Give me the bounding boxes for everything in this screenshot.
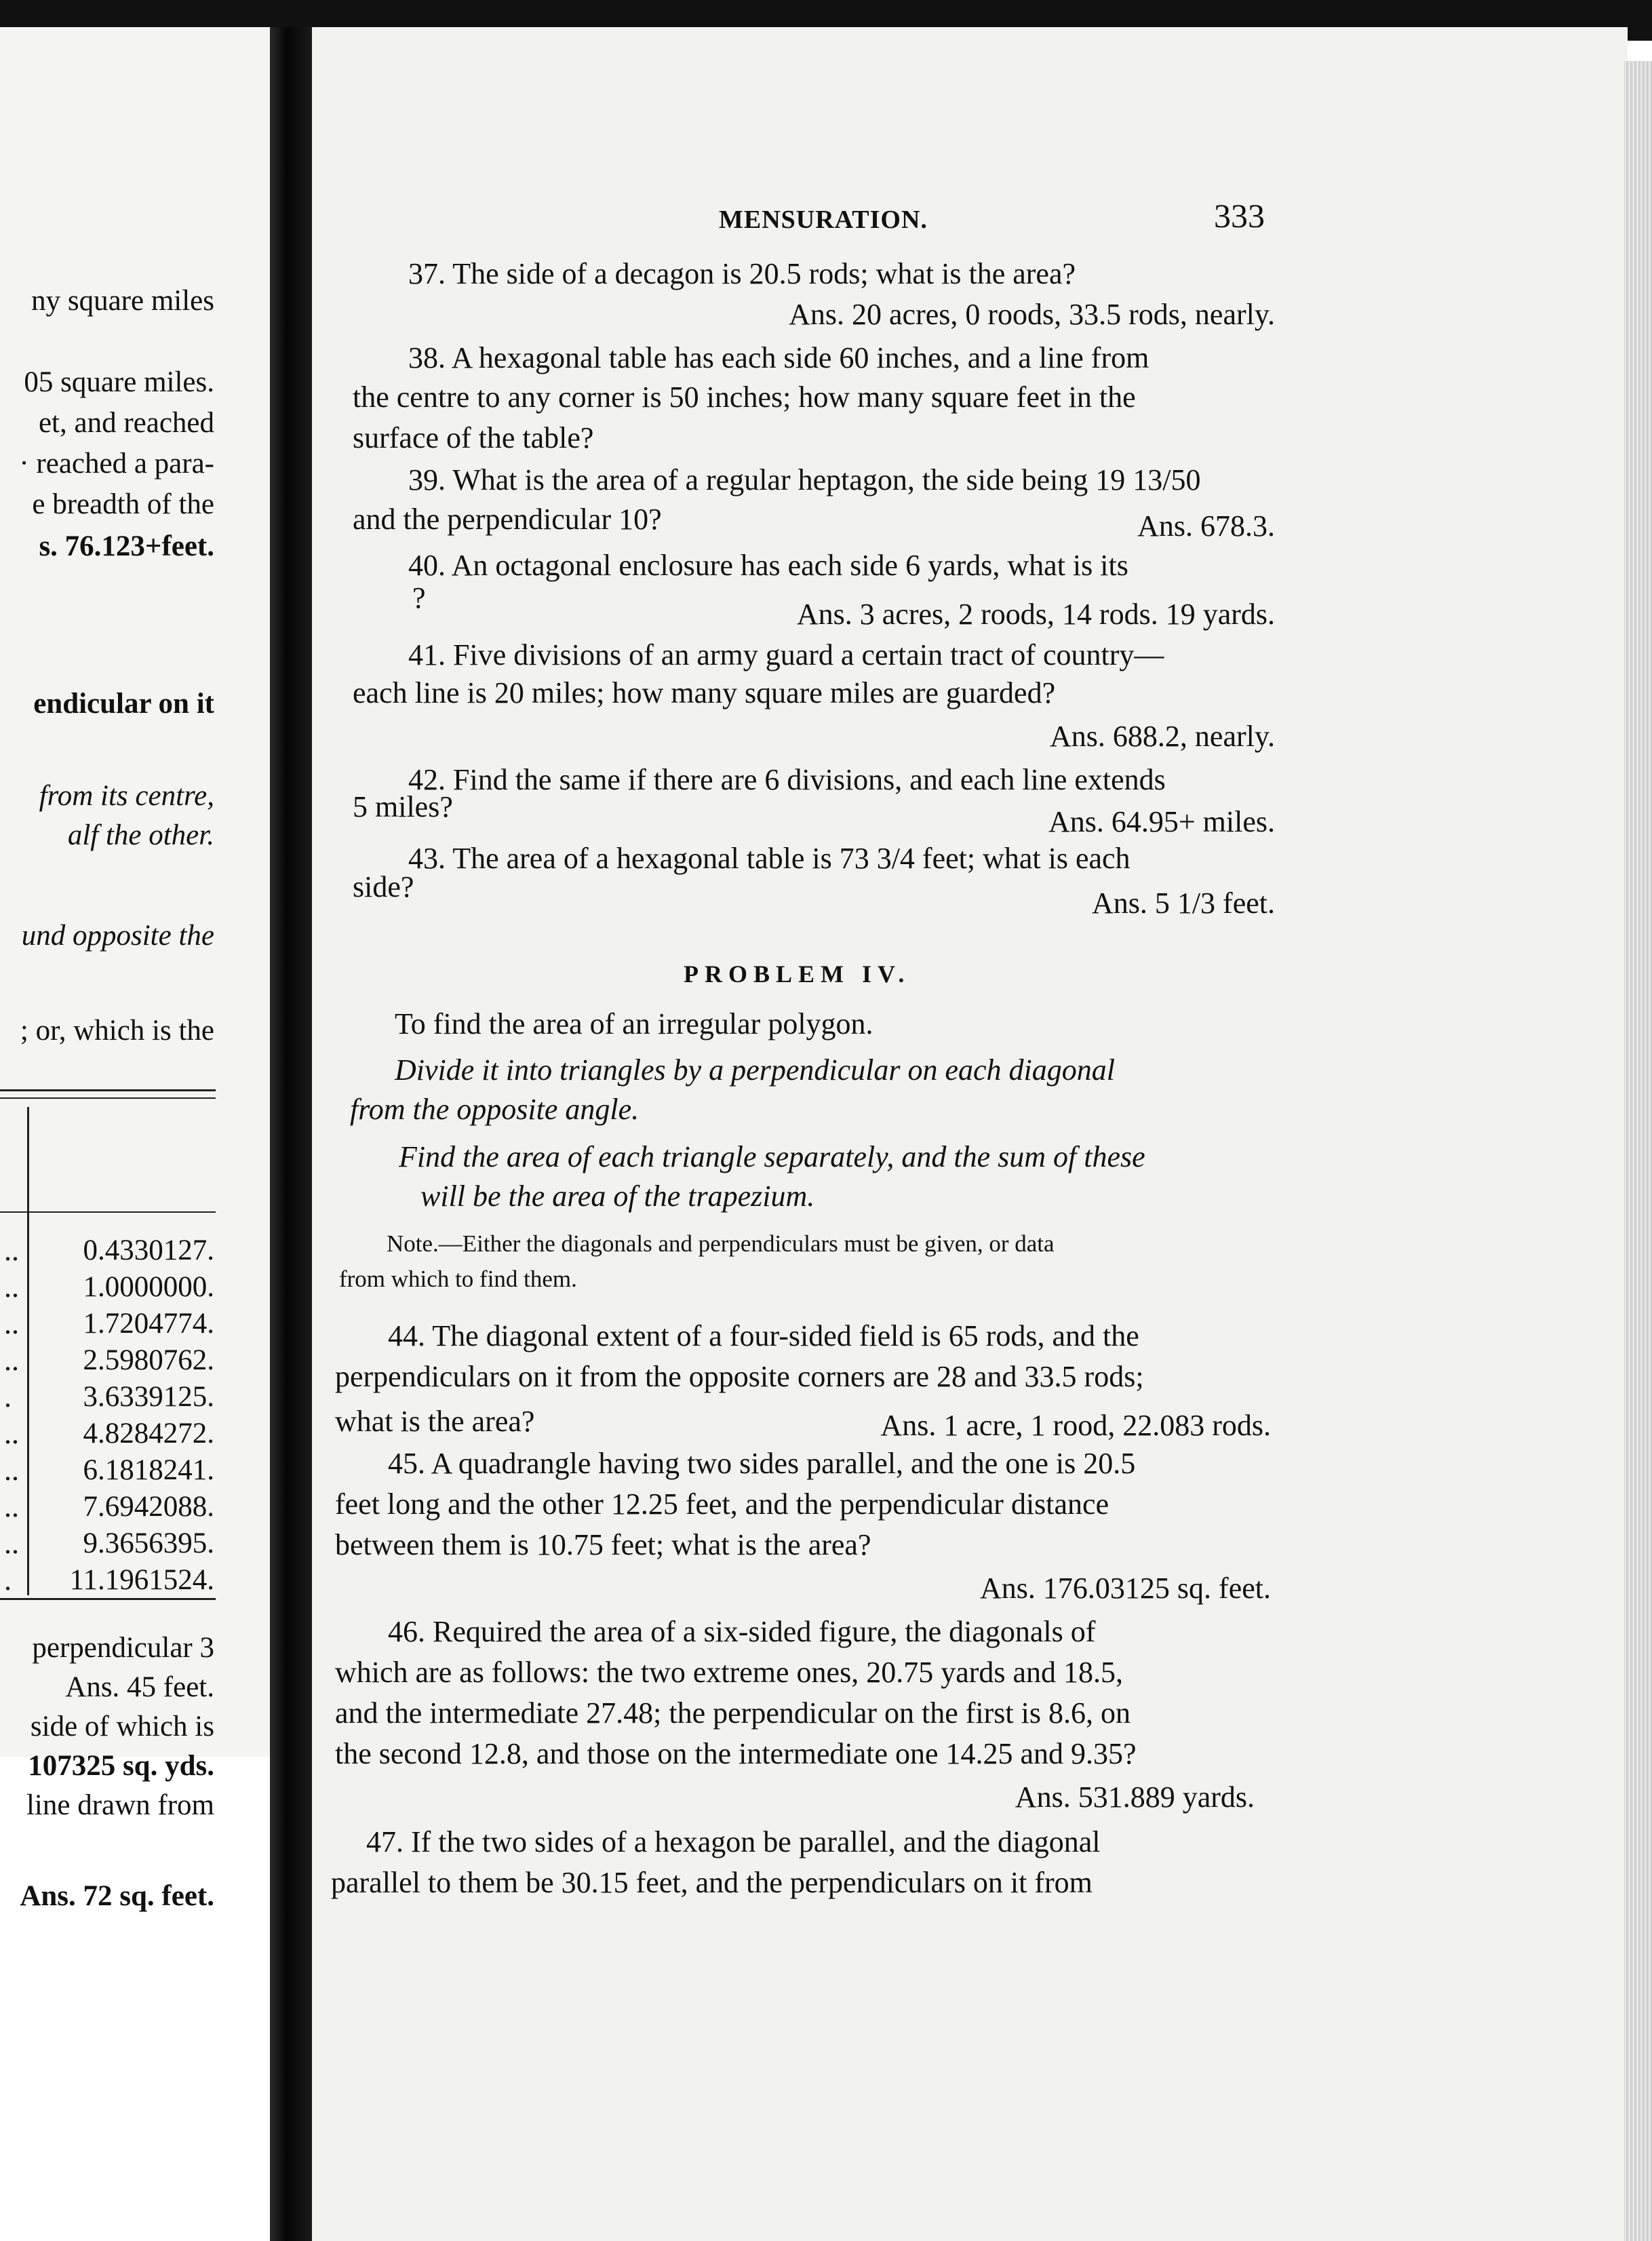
table-header-rule (0, 1211, 216, 1213)
problem-41-line: each line is 20 miles; how many square miles are guarded? (353, 676, 1056, 709)
rule-text: Find the area of each triangle separately, and the sum of these (399, 1140, 1145, 1173)
problem-46: 46. Required the area of a six-sided figure, the diagonals of (388, 1615, 1096, 1648)
table-value: 11.1961524. (69, 1564, 214, 1596)
problem-37: 37. The side of a decagon is 20.5 rods; what is the area? (408, 257, 1076, 290)
problem-46-line: the second 12.8, and those on the intermediate one 14.25 and 9.35? (335, 1737, 1137, 1770)
page-number: 333 (1214, 197, 1265, 235)
rule-text: will be the area of the trapezium. (420, 1180, 815, 1213)
problem-38: 38. A hexagonal table has each side 60 inches, and a line from (408, 341, 1149, 374)
problem-44-line: what is the area? (335, 1405, 535, 1438)
table-value: 1.7204774. (83, 1308, 214, 1340)
table-value: 6.1818241. (83, 1454, 214, 1486)
problem-47: 47. If the two sides of a hexagon be parallel, and the diagonal (366, 1825, 1101, 1858)
table-value: 3.6339125. (83, 1381, 214, 1413)
problem-45: 45. A quadrangle having two sides parallel, and the one is 20.5 (388, 1447, 1136, 1480)
note-text: from which to find them. (339, 1266, 577, 1292)
table-leader: . (4, 1563, 12, 1597)
note-text: Note.—Either the diagonals and perpendiculars must be given, or data (387, 1230, 1055, 1257)
table-column-divider (27, 1107, 29, 1595)
answer-45: Ans. 176.03125 sq. feet. (980, 1572, 1271, 1605)
table-leader: .. (4, 1454, 19, 1487)
left-line: · reached a para- (19, 448, 214, 480)
table-value: 4.8284272. (83, 1418, 214, 1449)
book-gutter (270, 27, 312, 2241)
problem-38-line: the centre to any corner is 50 inches; how many square feet in the (353, 381, 1136, 414)
table-rule-bottom (0, 1598, 216, 1600)
problem-46-line: and the intermediate 27.48; the perpendicular on the first is 8.6, on (335, 1696, 1131, 1730)
table-leader: .. (4, 1490, 19, 1523)
table-value: 9.3656395. (83, 1527, 214, 1559)
left-line: s. 76.123+feet. (39, 530, 214, 562)
problem-43: 43. The area of a hexagonal table is 73 3/4 feet; what is each (408, 842, 1130, 875)
page-edges (1624, 61, 1652, 2241)
table-leader: .. (4, 1307, 19, 1340)
left-line: endicular on it (33, 688, 214, 720)
rule-text: Divide it into triangles by a perpendicular on each diagonal (395, 1053, 1115, 1087)
answer-46: Ans. 531.889 yards. (1015, 1780, 1255, 1814)
problem-39: 39. What is the area of a regular heptagon, the side being 19 13/50 (408, 463, 1201, 496)
left-line: side of which is (30, 1711, 214, 1742)
problem-heading: PROBLEM IV. (684, 960, 911, 988)
answer-44: Ans. 1 acre, 1 rood, 22.083 rods. (880, 1409, 1271, 1442)
answer-37: Ans. 20 acres, 0 roods, 33.5 rods, nearly. (789, 298, 1275, 331)
left-line: und opposite the (21, 920, 214, 952)
left-line: ny square miles (31, 285, 214, 317)
left-line: Ans. 45 feet. (65, 1671, 214, 1703)
table-rule-top-2 (0, 1097, 216, 1099)
answer-41: Ans. 688.2, nearly. (1050, 720, 1275, 753)
problem-38-line: surface of the table? (353, 421, 594, 454)
rule-text: from the opposite angle. (350, 1093, 640, 1126)
answer-42: Ans. 64.95+ miles. (1048, 805, 1275, 838)
answer-43: Ans. 5 1/3 feet. (1091, 886, 1275, 920)
left-line: et, and reached (38, 407, 214, 439)
table-value: 0.4330127. (83, 1234, 214, 1266)
table-value: 7.6942088. (83, 1491, 214, 1523)
problem-47-line: parallel to them be 30.15 feet, and the perpendiculars on it from (331, 1866, 1093, 1899)
problem-42-line: 5 miles? (353, 790, 453, 823)
answer-40: Ans. 3 acres, 2 roods, 14 rods. 19 yards. (796, 598, 1275, 631)
problem-44: 44. The diagonal extent of a four-sided field is 65 rods, and the (388, 1319, 1139, 1352)
table-leader: .. (4, 1527, 19, 1560)
problem-45-line: feet long and the other 12.25 feet, and the perpendicular distance (335, 1487, 1109, 1521)
left-line: Ans. 72 sq. feet. (20, 1880, 214, 1912)
table-leader: . (4, 1380, 12, 1414)
problem-45-line: between them is 10.75 feet; what is the area? (335, 1528, 871, 1561)
left-line: from its centre, (39, 780, 214, 812)
problem-44-line: perpendiculars on it from the opposite corners are 28 and 33.5 rods; (335, 1360, 1144, 1393)
left-line: line drawn from (26, 1789, 214, 1821)
answer-39: Ans. 678.3. (1137, 509, 1275, 543)
left-page-lower (0, 1757, 271, 2241)
problem-40: 40. An octagonal enclosure has each side 6 yards, what is its (408, 549, 1128, 582)
table-rule-top (0, 1089, 216, 1091)
table-value: 1.0000000. (83, 1271, 214, 1303)
problem-39-line: and the perpendicular 10? (353, 503, 662, 536)
table-leader: .. (4, 1270, 19, 1304)
left-line: alf the other. (67, 819, 214, 851)
problem-42: 42. Find the same if there are 6 divisions, and each line extends (408, 763, 1166, 796)
left-line: 05 square miles. (24, 366, 214, 398)
table-leader: .. (4, 1344, 19, 1377)
left-line: perpendicular 3 (32, 1632, 214, 1664)
problem-46-line: which are as follows: the two extreme ones, 20.75 yards and 18.5, (335, 1656, 1124, 1689)
table-leader: .. (4, 1234, 19, 1267)
problem-41: 41. Five divisions of an army guard a certain tract of country— (408, 638, 1164, 671)
table-value: 2.5980762. (83, 1344, 214, 1376)
table-leader: .. (4, 1417, 19, 1450)
running-title: MENSURATION. (719, 206, 928, 234)
left-line: e breadth of the (32, 488, 214, 520)
problem-43-line: side? (353, 870, 414, 903)
problem-40-line: ? (412, 581, 426, 615)
left-line: 107325 sq. yds. (28, 1750, 214, 1782)
left-line: ; or, which is the (20, 1015, 214, 1047)
problem-statement: To find the area of an irregular polygon. (395, 1007, 873, 1040)
